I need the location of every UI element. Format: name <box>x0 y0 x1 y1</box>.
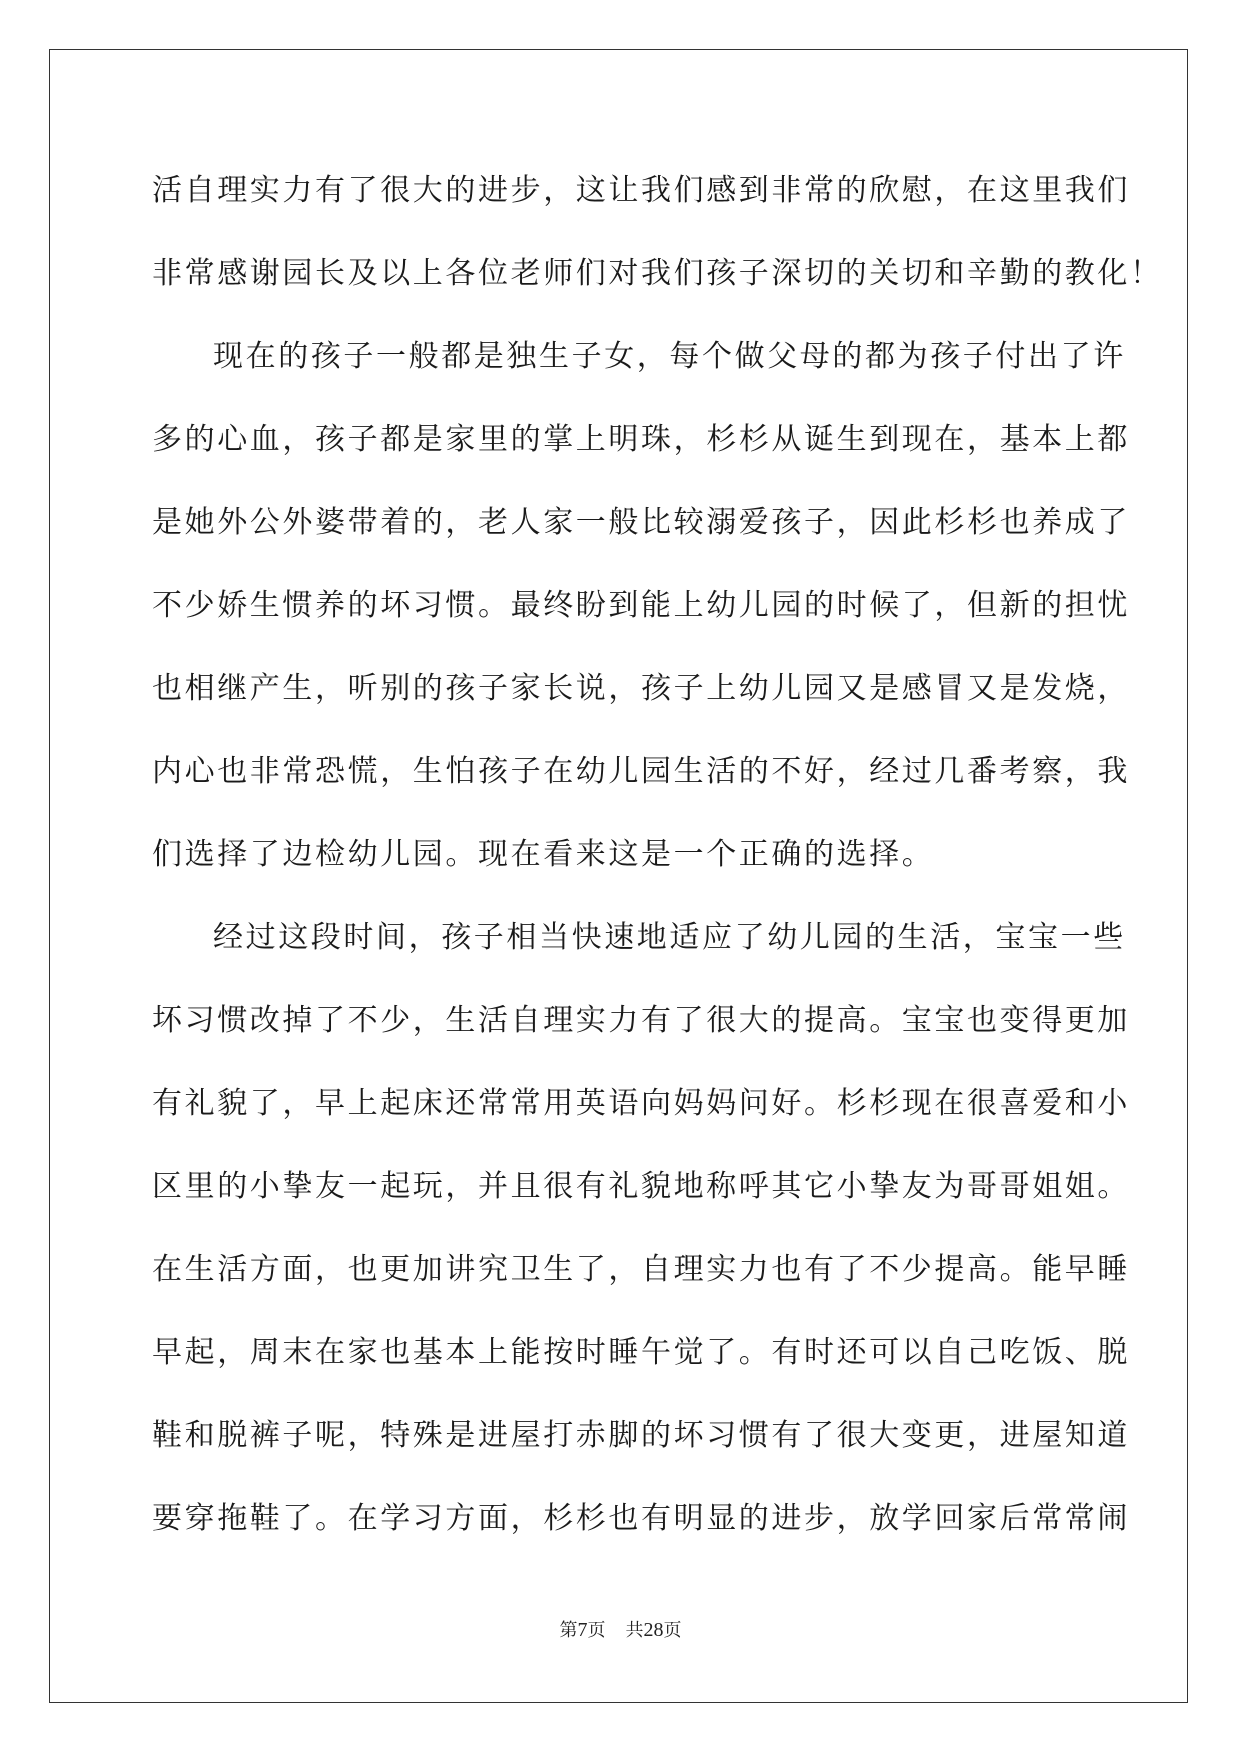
text-line: 鞋和脱裤子呢，特殊是进屋打赤脚的坏习惯有了很大变更，进屋知道 <box>152 1418 1130 1453</box>
page-prefix: 第 <box>559 1620 578 1641</box>
text-line: 要穿拖鞋了。在学习方面，杉杉也有明显的进步，放学回家后常常闹 <box>152 1501 1130 1536</box>
page-footer <box>0 1616 1241 1642</box>
total-page-number: 28 <box>643 1619 664 1641</box>
current-page-number: 7 <box>577 1619 588 1641</box>
text-line: 有礼貌了，早上起床还常常用英语向妈妈问好。杉杉现在很喜爱和小 <box>152 1086 1130 1121</box>
text-line: 不少娇生惯养的坏习惯。最终盼到能上幼儿园的时候了，但新的担忧 <box>152 588 1130 623</box>
text-line: 现在的孩子一般都是独生子女，每个做父母的都为孩子付出了许 <box>213 339 1126 374</box>
total-suffix: 页 <box>663 1620 682 1641</box>
text-line: 早起，周末在家也基本上能按时睡午觉了。有时还可以自己吃饭、脱 <box>152 1335 1130 1370</box>
text-line: 经过这段时间，孩子相当快速地适应了幼儿园的生活，宝宝一些 <box>213 920 1126 955</box>
text-line: 多的心血，孩子都是家里的掌上明珠，杉杉从诞生到现在，基本上都 <box>152 422 1130 457</box>
text-line: 非常感谢园长及以上各位老师们对我们孩子深切的关切和辛勤的教化！ <box>152 256 1163 291</box>
text-line: 们选择了边检幼儿园。现在看来这是一个正确的选择。 <box>152 837 935 872</box>
total-prefix: 共 <box>625 1620 644 1641</box>
text-line: 也相继产生，听别的孩子家长说，孩子上幼儿园又是感冒又是发烧， <box>152 671 1130 706</box>
text-line: 是她外公外婆带着的，老人家一般比较溺爱孩子，因此杉杉也养成了 <box>152 505 1130 540</box>
text-line: 在生活方面，也更加讲究卫生了，自理实力也有了不少提高。能早睡 <box>152 1252 1130 1287</box>
page-suffix: 页 <box>587 1620 606 1641</box>
text-line: 坏习惯改掉了不少，生活自理实力有了很大的提高。宝宝也变得更加 <box>152 1003 1130 1038</box>
text-line: 活自理实力有了很大的进步，这让我们感到非常的欣慰，在这里我们 <box>152 173 1130 208</box>
text-line: 内心也非常恐慌，生怕孩子在幼儿园生活的不好，经过几番考察，我 <box>152 754 1130 789</box>
document-body <box>152 165 1163 1576</box>
text-line: 区里的小挚友一起玩，并且很有礼貌地称呼其它小挚友为哥哥姐姐。 <box>152 1169 1130 1204</box>
